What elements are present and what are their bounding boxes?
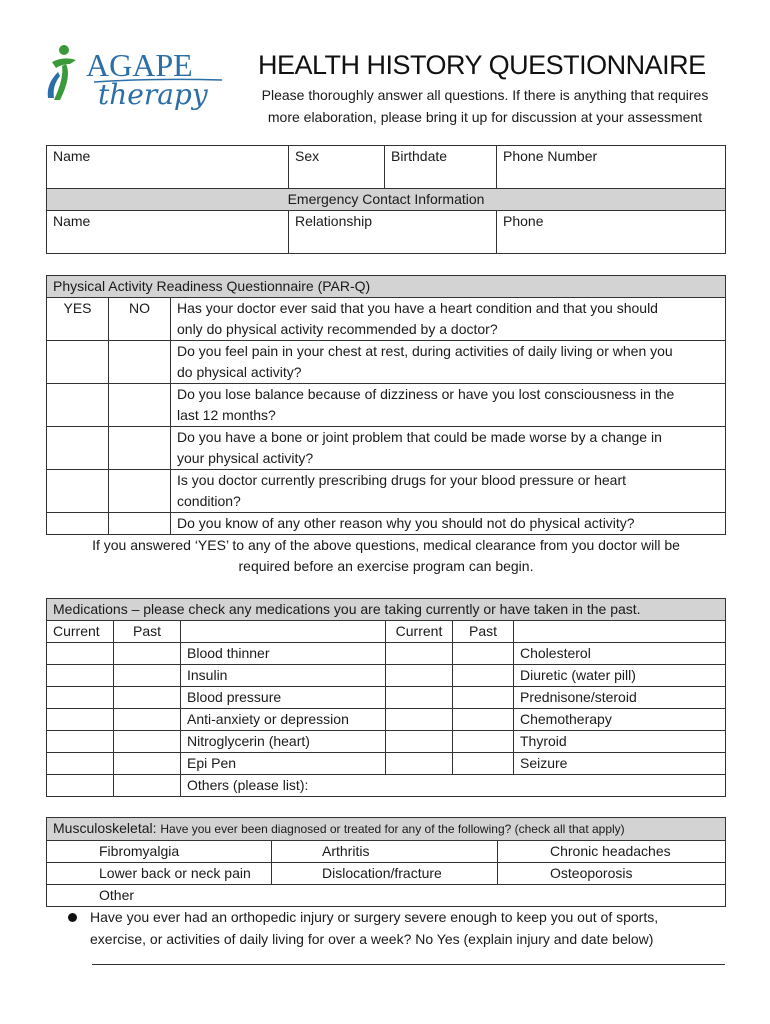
parq-no-column[interactable]: NO — [109, 298, 171, 341]
parq-yes-checkbox-4[interactable] — [47, 427, 109, 470]
med-current-checkbox[interactable] — [386, 709, 453, 731]
med-current-checkbox[interactable] — [47, 731, 114, 753]
phone-number-field[interactable]: Phone Number — [497, 146, 726, 189]
med-past-checkbox[interactable] — [453, 687, 514, 709]
parq-no-checkbox-4[interactable] — [109, 427, 171, 470]
med-past-checkbox[interactable] — [114, 687, 181, 709]
musculo-option-dislocation[interactable]: Dislocation/fracture — [272, 863, 498, 885]
med-past-checkbox[interactable] — [453, 665, 514, 687]
parq-yes-checkbox-2[interactable] — [47, 341, 109, 384]
musculo-option-other[interactable]: Other — [47, 885, 726, 907]
medications-table — [46, 598, 726, 797]
med-past-checkbox[interactable] — [114, 775, 181, 797]
agape-therapy-logo — [42, 42, 237, 122]
med-past-checkbox[interactable] — [453, 753, 514, 775]
page-subtitle: Please thoroughly answer all questions. If there is anything that requires more elaboration, please bring it up for discussion at your assessment — [261, 87, 709, 125]
emergency-phone-field[interactable]: Phone — [497, 211, 726, 254]
injury-explanation-line[interactable] — [92, 964, 725, 965]
med-current-checkbox[interactable] — [47, 753, 114, 775]
med-past-checkbox[interactable] — [114, 753, 181, 775]
musculo-option-lower-back[interactable]: Lower back or neck pain — [47, 863, 272, 885]
parq-question-2: Do you feel pain in your chest at rest, during activities of daily living or when you do physical activity? — [171, 341, 726, 384]
med-current-checkbox[interactable] — [47, 687, 114, 709]
med-others-field[interactable]: Others (please list): — [181, 775, 726, 797]
emergency-contact-header: Emergency Contact Information — [47, 189, 726, 211]
parq-question-5: Is you doctor currently prescribing drugs for your blood pressure or heart condition? — [171, 470, 726, 513]
parq-question-1: Has your doctor ever said that you have a heart condition and that you should only do physical activity recommended by a doctor? — [171, 298, 726, 341]
musculoskeletal-header: Musculoskeletal: Have you ever been diagnosed or treated for any of the following? (check all that apply) — [47, 818, 726, 841]
parq-question-4: Do you have a bone or joint problem that could be made worse by a change in your physical activity? — [171, 427, 726, 470]
med-item: Thyroid — [514, 731, 726, 753]
med-current-checkbox[interactable] — [386, 643, 453, 665]
parq-yes-checkbox-3[interactable] — [47, 384, 109, 427]
med-current-checkbox[interactable] — [386, 687, 453, 709]
med-past-checkbox[interactable] — [114, 665, 181, 687]
med-item: Anti-anxiety or depression — [181, 709, 386, 731]
med-current-checkbox[interactable] — [386, 665, 453, 687]
med-current-checkbox[interactable] — [386, 731, 453, 753]
parq-no-checkbox-5[interactable] — [109, 470, 171, 513]
parq-no-checkbox-2[interactable] — [109, 341, 171, 384]
logo-word-agape: AGAPE — [86, 47, 193, 83]
med-current-checkbox[interactable] — [47, 665, 114, 687]
musculo-option-chronic-headaches[interactable]: Chronic headaches — [498, 841, 726, 863]
page-title: HEALTH HISTORY QUESTIONNAIRE — [258, 50, 706, 80]
med-item: Cholesterol — [514, 643, 726, 665]
med-item: Epi Pen — [181, 753, 386, 775]
med-item: Nitroglycerin (heart) — [181, 731, 386, 753]
med-item: Seizure — [514, 753, 726, 775]
med-past-checkbox[interactable] — [114, 709, 181, 731]
med-past-checkbox[interactable] — [453, 731, 514, 753]
current-column-header-2: Current — [386, 621, 453, 643]
musculo-option-arthritis[interactable]: Arthritis — [272, 841, 498, 863]
parq-yes-column[interactable]: YES — [47, 298, 109, 341]
med-current-checkbox[interactable] — [47, 709, 114, 731]
med-current-checkbox[interactable] — [47, 775, 114, 797]
emergency-name-field[interactable]: Name — [47, 211, 289, 254]
med-item: Blood thinner — [181, 643, 386, 665]
musculo-option-osteoporosis[interactable]: Osteoporosis — [498, 863, 726, 885]
med-item: Chemotherapy — [514, 709, 726, 731]
medications-header: Medications – please check any medications you are taking currently or have taken in the past. — [47, 599, 726, 621]
past-column-header: Past — [114, 621, 181, 643]
med-past-checkbox[interactable] — [114, 731, 181, 753]
parq-question-6: Do you know of any other reason why you should not do physical activity? — [171, 513, 726, 535]
parq-yes-checkbox-6[interactable] — [47, 513, 109, 535]
parq-no-checkbox-6[interactable] — [109, 513, 171, 535]
musculo-option-fibromyalgia[interactable]: Fibromyalgia — [47, 841, 272, 863]
parq-clearance-note: If you answered ‘YES’ to any of the above questions, medical clearance from you doctor will be required before an exercise program can begin. — [92, 537, 680, 574]
med-past-checkbox[interactable] — [453, 643, 514, 665]
med-past-checkbox[interactable] — [114, 643, 181, 665]
med-current-checkbox[interactable] — [47, 643, 114, 665]
name-field[interactable]: Name — [47, 146, 289, 189]
bullet-icon — [68, 913, 77, 922]
birthdate-field[interactable]: Birthdate — [385, 146, 497, 189]
med-item: Diuretic (water pill) — [514, 665, 726, 687]
musculoskeletal-table — [46, 817, 726, 907]
personal-info-table — [46, 145, 726, 254]
med-item: Blood pressure — [181, 687, 386, 709]
logo-word-therapy: therapy — [98, 78, 208, 111]
med-item: Insulin — [181, 665, 386, 687]
current-column-header: Current — [47, 621, 114, 643]
med-past-checkbox[interactable] — [453, 709, 514, 731]
parq-yes-checkbox-5[interactable] — [47, 470, 109, 513]
emergency-relationship-field[interactable]: Relationship — [289, 211, 497, 254]
parq-no-checkbox-3[interactable] — [109, 384, 171, 427]
parq-header: Physical Activity Readiness Questionnaire (PAR-Q) — [47, 276, 726, 298]
med-current-checkbox[interactable] — [386, 753, 453, 775]
sex-field[interactable]: Sex — [289, 146, 385, 189]
med-item: Prednisone/steroid — [514, 687, 726, 709]
parq-question-3: Do you lose balance because of dizziness or have you lost consciousness in the last 12 months? — [171, 384, 726, 427]
past-column-header-2: Past — [453, 621, 514, 643]
parq-table — [46, 275, 726, 535]
